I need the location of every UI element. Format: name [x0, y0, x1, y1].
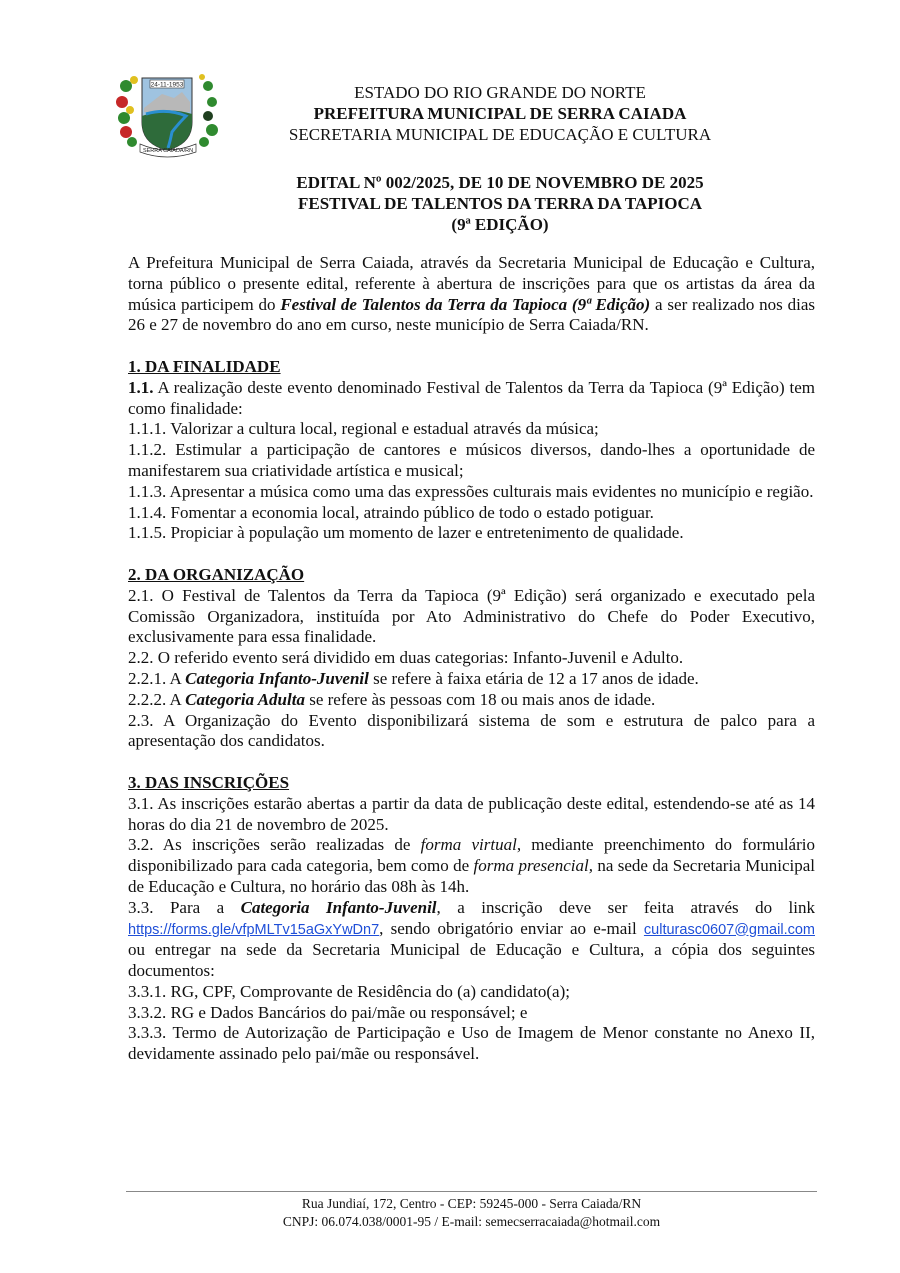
- text-segment: 1.1.2. Estimular a participação de cantores e músicos diversos, dando-lhes a oportunidade de manifestarem sua criatividade artística e musical;: [128, 440, 815, 480]
- laurel-left: [116, 76, 138, 147]
- clause-paragraph: [128, 835, 815, 897]
- clause-paragraph: [128, 378, 815, 420]
- festival-name: FESTIVAL DE TALENTOS DA TERRA DA TAPIOCA: [297, 194, 703, 213]
- clause-paragraph: [128, 898, 815, 982]
- edict-number: EDITAL Nº 002/2025, DE 10 DE NOVEMBRO DE 2025: [296, 173, 704, 192]
- text-segment: a ser realizado nos dias 26 e 27 de novembro do ano em curso, neste município de Serra Caiada/RN.: [128, 294, 815, 335]
- document-body: [128, 253, 815, 1086]
- text-segment: 3.2. As inscrições serão realizadas de: [128, 835, 421, 855]
- text-segment: , sendo obrigatório enviar ao e-mail: [379, 918, 644, 938]
- clause-paragraph: [128, 669, 815, 690]
- footer-divider: [126, 1191, 817, 1192]
- edition: (9ª EDIÇÃO): [451, 215, 549, 234]
- text-segment: 3.3.1. RG, CPF, Comprovante de Residência do (a) candidato(a);: [128, 981, 570, 1001]
- text-segment: 1.1.3. Apresentar a música como uma das expressões culturais mais evidentes no município e região.: [128, 481, 814, 501]
- clause-paragraph: [128, 690, 815, 711]
- text-segment: 3.3.2. RG e Dados Bancários do pai/mãe ou responsável; e: [128, 1002, 528, 1022]
- clause-paragraph: [128, 419, 815, 440]
- intro-paragraph: [128, 253, 815, 336]
- section-body: [128, 586, 815, 752]
- text-segment: Categoria Infanto-Juvenil: [240, 897, 437, 917]
- section-heading: 1. DA FINALIDADE: [128, 356, 281, 376]
- footer-contact: CNPJ: 06.074.038/0001-95 / E-mail: semecserracaiada@hotmail.com: [282, 1214, 661, 1229]
- text-segment: 3.3.3. Termo de Autorização de Participação e Uso de Imagem de Menor constante no Anexo II, devidamente assinado pelo pai/mãe ou responsável.: [128, 1023, 815, 1064]
- section-heading: 3. DAS INSCRIÇÕES: [128, 772, 290, 792]
- clause-paragraph: [128, 648, 815, 669]
- clause-paragraph: [128, 586, 815, 648]
- text-segment: 1.1.: [128, 377, 154, 397]
- svg-text:SERRA CAIADA/RN: SERRA CAIADA/RN: [142, 148, 194, 154]
- organization-header: [230, 82, 770, 145]
- svg-text:24-11-1953: 24-11-1953: [150, 81, 184, 89]
- clause-paragraph: [128, 440, 815, 482]
- municipal-coat-of-arms-logo: [112, 72, 224, 158]
- text-segment: 3.3. Para a: [128, 897, 241, 917]
- footer-address: Rua Jundiaí, 172, Centro - CEP: 59245-000 - Serra Caiada/RN: [301, 1196, 642, 1211]
- text-segment: , a inscrição deve ser feita através do link: [436, 897, 815, 917]
- text-segment: 1.1.1. Valorizar a cultura local, regional e estadual através da música;: [128, 419, 599, 439]
- text-segment: , mediante preenchimento do formulário disponibilizado para cada categoria, bem como de: [128, 835, 815, 876]
- text-segment: 2.2.2. A: [128, 689, 186, 709]
- text-segment: A Prefeitura Municipal de Serra Caiada, através da Secretaria Municipal de Educação e Cultura, torna público o presente edital, referente à abertura de inscrições para que os artistas da área da música participem do: [128, 253, 815, 314]
- text-segment: ou entregar na sede da Secretaria Municipal de Educação e Cultura, a cópia dos seguintes documentos:: [128, 940, 815, 981]
- text-segment: 3.1. As inscrições estarão abertas a partir da data de publicação deste edital, estendendo-se até as 14 horas do dia 21 de novembro de 2025.: [128, 793, 815, 834]
- form-link[interactable]: https://forms.gle/vfpMLTv15aGxYwDn7: [128, 921, 380, 938]
- text-segment: se refere à faixa etária de 12 a 17 anos de idade.: [368, 668, 699, 688]
- section-heading: 2. DA ORGANIZAÇÃO: [128, 564, 305, 584]
- text-segment: 1.1.4. Fomentar a economia local, atraindo público de todo o estado potiguar.: [128, 502, 654, 522]
- section-body: [128, 794, 815, 1065]
- text-segment: forma virtual: [420, 835, 517, 855]
- clause-paragraph: [128, 982, 815, 1003]
- clause-paragraph: [128, 794, 815, 836]
- clause-paragraph: [128, 711, 815, 753]
- text-segment: 2.2. O referido evento será dividido em duas categorias: Infanto-Juvenil e Adulto.: [128, 648, 684, 668]
- state-name: ESTADO DO RIO GRANDE DO NORTE: [354, 83, 646, 102]
- clause-paragraph: [128, 482, 815, 503]
- text-segment: 1.1.5. Propiciar à população um momento de lazer e entretenimento de qualidade.: [128, 523, 684, 543]
- section-body: [128, 378, 815, 544]
- text-segment: 2.1. O Festival de Talentos da Terra da Tapioca (9ª Edição) será organizado e executado pela Comissão Organizadora, instituída por Ato Administrativo do Chefe do Poder Executivo, exclusivamente para essa finalidade.: [128, 585, 815, 647]
- text-segment: forma presencial,: [473, 856, 593, 876]
- prefecture-name: PREFEITURA MUNICIPAL DE SERRA CAIADA: [313, 104, 687, 123]
- text-segment: 2.2.1. A: [128, 668, 186, 688]
- secretariat-name: SECRETARIA MUNICIPAL DE EDUCAÇÃO E CULTURA: [288, 125, 712, 144]
- text-segment: Categoria Adulta: [185, 689, 305, 709]
- footer: [126, 1195, 817, 1231]
- text-segment: se refere às pessoas com 18 ou mais anos de idade.: [304, 689, 656, 709]
- email-link[interactable]: culturasc0607@gmail.com: [643, 921, 815, 938]
- clause-paragraph: [128, 523, 815, 544]
- text-segment: Categoria Infanto-Juvenil: [185, 668, 369, 688]
- clause-paragraph: [128, 1023, 815, 1065]
- text-segment: na sede da Secretaria Municipal de Educação e Cultura, no horário das 08h às 14h.: [128, 856, 815, 896]
- text-segment: 2.3. A Organização do Evento disponibilizará sistema de som e estrutura de palco para a apresentação dos candidatos.: [128, 710, 815, 751]
- clause-paragraph: [128, 1003, 815, 1024]
- laurel-right: [199, 74, 218, 147]
- text-segment: Festival de Talentos da Terra da Tapioca (9ª Edição): [280, 294, 651, 314]
- clause-paragraph: [128, 503, 815, 524]
- document-title: [230, 172, 770, 235]
- text-segment: A realização deste evento denominado Festival de Talentos da Terra da Tapioca (9ª Edição) tem como finalidade:: [128, 377, 815, 418]
